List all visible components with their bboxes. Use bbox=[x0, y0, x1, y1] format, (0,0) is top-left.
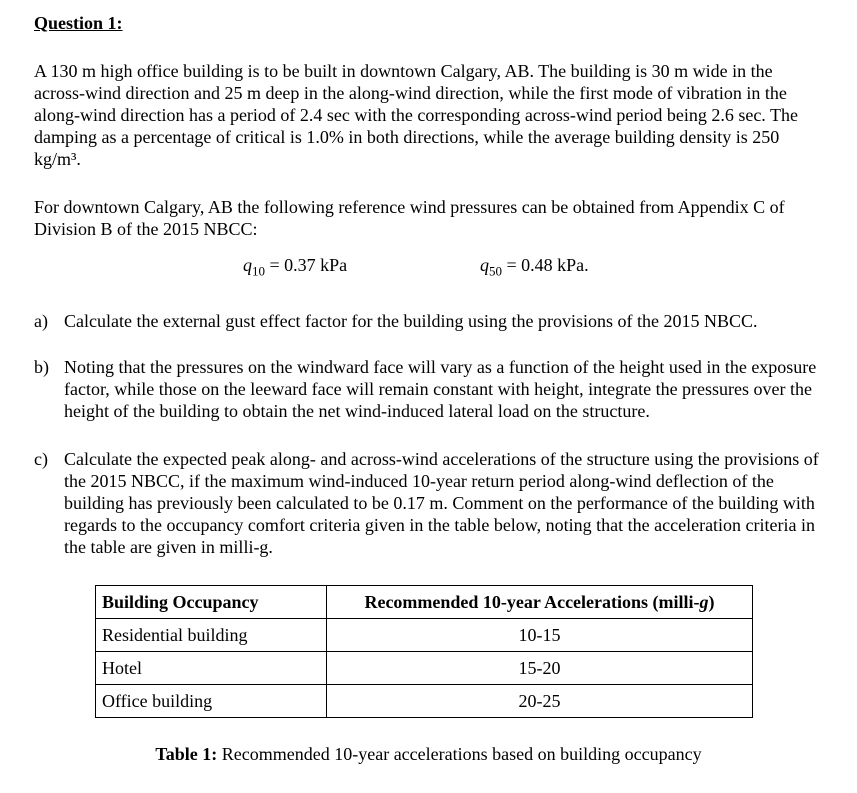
task-c bbox=[34, 448, 819, 558]
q10-equation bbox=[243, 254, 347, 283]
task-b-text: Noting that the pressures on the windward face will vary as a function of the height used in the exposure factor, while those on the leeward face will remain constant with height, integrate the pressures over the height of the building to obtain the net wind-induced lateral load on the structure. bbox=[64, 357, 817, 421]
table-cell-occupancy: Office building bbox=[96, 685, 327, 718]
table-cell-acceleration: 10-15 bbox=[327, 619, 753, 652]
table-caption-text: Recommended 10-year accelerations based on building occupancy bbox=[217, 744, 702, 764]
question-heading: Question 1: bbox=[34, 13, 123, 33]
pressures-intro: For downtown Calgary, AB the following reference wind pressures can be obtained from Appendix C of Division B of the 2015 NBCC: bbox=[34, 197, 785, 239]
q50-equation bbox=[480, 254, 589, 283]
task-c-text: Calculate the expected peak along- and across-wind accelerations of the structure using the provisions of the 2015 NBCC, if the maximum wind-induced 10-year return period along-wind deflection of the building has previously been calculated to be 0.17 m. Comment on the performance of the building with regards to the occupancy comfort criteria given in the table below, noting that the acceleration criteria in the table are given in milli-g. bbox=[64, 449, 819, 557]
problem-statement: A 130 m high office building is to be built in downtown Calgary, AB. The building is 30 m wide in the across-wind direction and 25 m deep in the along-wind direction, while the first mode of vibration in the along-wind direction has a period of 2.4 sec with the corresponding across-wind period being 2.6 sec. The damping as a percentage of critical is 1.0% in both directions, while the average building density is 250 kg/m³. bbox=[34, 61, 798, 169]
table-row bbox=[96, 685, 753, 718]
task-b-label: b) bbox=[34, 357, 49, 377]
table-header-row bbox=[96, 586, 753, 619]
table-header-occupancy: Building Occupancy bbox=[96, 586, 327, 619]
q10-symbol: $q_{10}$ bbox=[243, 255, 265, 279]
occupancy-table bbox=[95, 585, 753, 718]
task-a-label: a) bbox=[34, 311, 48, 331]
q10-value: = 0.37 kPa bbox=[265, 255, 348, 275]
table-caption bbox=[0, 743, 857, 765]
task-a-text: Calculate the external gust effect factor for the building using the provisions of the 2015 NBCC. bbox=[64, 311, 758, 331]
table-row bbox=[96, 619, 753, 652]
q50-symbol: $q_{50}$ bbox=[480, 255, 502, 279]
table-row bbox=[96, 652, 753, 685]
q50-value: = 0.48 kPa. bbox=[502, 255, 589, 275]
table-cell-acceleration: 15-20 bbox=[327, 652, 753, 685]
task-c-label: c) bbox=[34, 449, 48, 469]
table-cell-occupancy: Residential building bbox=[96, 619, 327, 652]
table-caption-label: Table 1: bbox=[155, 744, 218, 764]
table-header-accelerations: Recommended 10-year Accelerations (milli-g) bbox=[327, 586, 753, 619]
table-cell-occupancy: Hotel bbox=[96, 652, 327, 685]
task-a bbox=[34, 310, 819, 332]
task-b bbox=[34, 356, 819, 422]
table-cell-acceleration: 20-25 bbox=[327, 685, 753, 718]
